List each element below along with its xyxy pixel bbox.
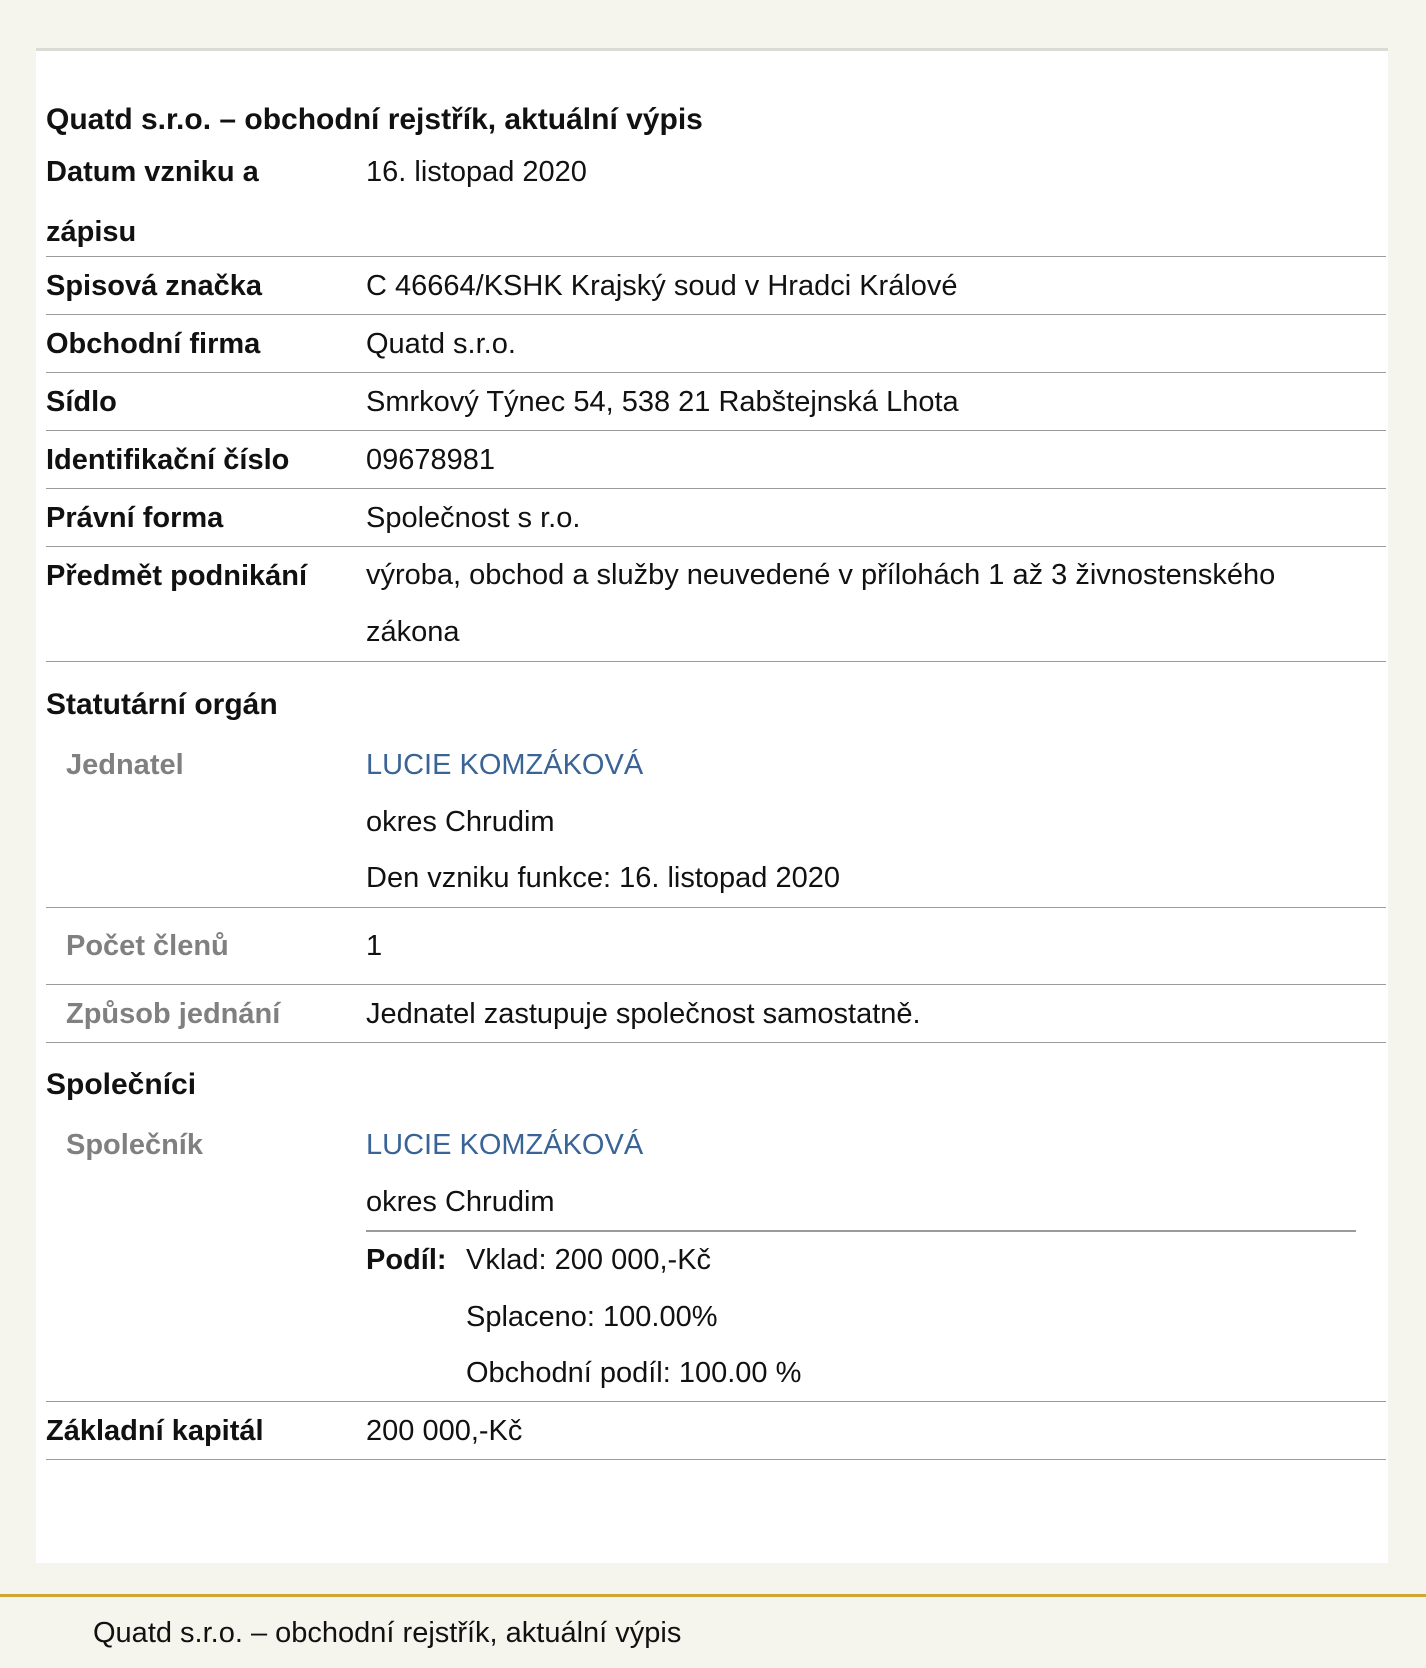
label-identifikacni-cislo: Identifikační číslo [46,444,290,476]
row-spolecnik [46,1117,1386,1402]
label-pravni-forma: Právní forma [46,502,224,534]
spolecnik-district: okres Chrudim [366,1185,555,1218]
value-pravni-forma: Společnost s r.o. [366,502,581,534]
value-zakladni-kapital: 200 000,-Kč [366,1415,523,1447]
value-predmet-podnikani: výroba, obchod a služby neuvedené v přílohách 1 až 3 živnostenského zákona [366,559,1276,648]
jednatel-district: okres Chrudim [366,805,555,838]
row-obchodni-firma [46,315,1386,373]
label-jednatel: Jednatel [66,749,184,781]
row-zakladni-kapital [46,1402,1386,1460]
value-obchodni-firma: Quatd s.r.o. [366,328,516,360]
label-obchodni-firma: Obchodní firma [46,328,261,360]
podil-label: Podíl: [366,1244,447,1276]
label-pocet-clenu: Počet členů [66,930,229,962]
row-jednatel [46,737,1386,908]
spolecnik-name-link[interactable]: LUCIE KOMZÁKOVÁ [366,1129,644,1161]
value-datum-vzniku: 16. listopad 2020 [366,156,587,188]
podil-vklad: Vklad: 200 000,-Kč [466,1244,712,1276]
label-sidlo: Sídlo [46,386,117,418]
row-pocet-clenu [46,908,1386,985]
jednatel-name-link[interactable]: LUCIE KOMZÁKOVÁ [366,749,644,781]
label-spisova-znacka: Spisová značka [46,270,262,302]
row-identifikacni-cislo [46,431,1386,489]
row-zpusob-jednani [46,985,1386,1043]
label-spolecnik: Společník [66,1129,203,1161]
label-predmet-podnikani: Předmět podnikání [46,560,308,592]
section-spolecnici: Společníci [46,1068,197,1101]
label-zakladni-kapital: Základní kapitál [46,1415,264,1447]
row-datum-vzniku [46,142,1386,257]
row-spisova-znacka [46,257,1386,315]
row-predmet-podnikani [46,547,1386,662]
value-jednatel [366,737,1366,907]
footer-bar [0,1594,1426,1668]
value-pocet-clenu: 1 [366,930,383,962]
value-zpusob-jednani: Jednatel zastupuje společnost samostatně. [366,998,921,1030]
podil-obchodni: Obchodní podíl: 100.00 % [466,1357,802,1389]
podil-splaceno: Splaceno: 100.00% [466,1300,718,1333]
page-title: Quatd s.r.o. – obchodní rejstřík, aktuální výpis [46,103,703,136]
value-identifikacni-cislo: 09678981 [366,444,496,476]
value-spolecnik [366,1117,1366,1230]
label-zpusob-jednani: Způsob jednání [66,998,281,1030]
label-datum-vzniku: Datum vzniku a zápisu [46,156,259,248]
value-sidlo: Smrkový Týnec 54, 538 21 Rabštejnská Lhota [366,386,959,418]
row-sidlo [46,373,1386,431]
register-extract-card [36,51,1388,1563]
footer-title: Quatd s.r.o. – obchodní rejstřík, aktuální výpis [93,1617,682,1649]
value-spisova-znacka: C 46664/KSHK Krajský soud v Hradci Králové [366,270,958,302]
section-statutarni-organ: Statutární orgán [46,688,278,721]
jednatel-since: Den vzniku funkce: 16. listopad 2020 [366,862,840,894]
row-pravni-forma [46,489,1386,547]
podil-values [466,1232,801,1402]
